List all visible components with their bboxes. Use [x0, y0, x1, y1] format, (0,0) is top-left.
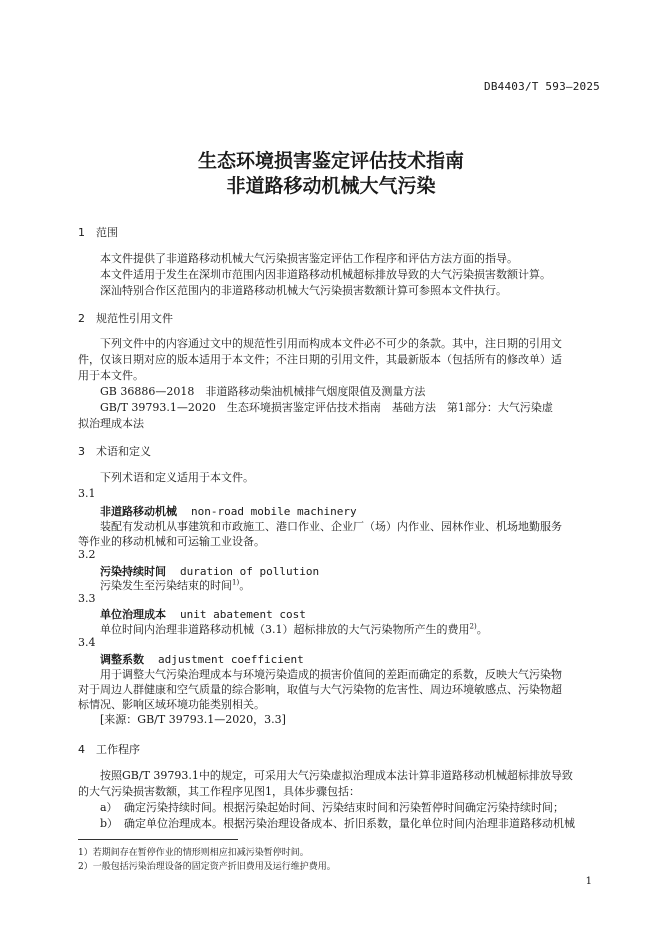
list-label: a） [100, 801, 118, 814]
paragraph: 用于本文件。 [78, 369, 144, 382]
document-title-line-1: 生态环境损害鉴定评估技术指南 [197, 150, 464, 172]
definition-end: 。 [476, 623, 488, 636]
list-text: 确定污染持续时间。根据污染起始时间、污染结束时间和污染暂停时间确定污染持续时间； [124, 801, 564, 814]
term-definition-cont: 等作业的移动机械和可运输工业设备。 [78, 535, 265, 548]
paragraph: 下列文件中的内容通过文中的规范性引用而构成本文件必不可少的条款。其中，注日期的引用文 [100, 337, 562, 350]
term-entry [100, 651, 304, 667]
term-definition: 用于调整大气污染治理成本与环境污染造成的损害价值间的差距而确定的系数，反映大气污染物 [100, 668, 562, 681]
term-definition [100, 577, 250, 593]
term-entry [100, 503, 357, 519]
section-2-heading [78, 310, 173, 326]
definition-text: 污染发生至污染结束的时间 [100, 579, 232, 592]
section-title: 规范性引用文件 [96, 312, 173, 325]
term-definition: 装配有发动机从事建筑和市政施工、港口作业、企业厂（场）内作业、园林作业、机场地勤服务 [100, 520, 562, 533]
list-item [100, 799, 564, 815]
term-number: 3.1 [78, 487, 96, 500]
term-zh: 调整系数 [100, 653, 144, 666]
document-code: DB4403/T 593—2025 [484, 80, 600, 93]
paragraph: 本文件适用于发生在深圳市范围内因非道路移动机械超标排放导致的大气污染损害数额计算。 [100, 268, 551, 281]
footnote-ref[interactable]: 1) [232, 578, 240, 587]
section-title: 工作程序 [96, 743, 140, 756]
section-1-heading [78, 224, 118, 240]
paragraph-cont: 的大气污染损害数额，其工作程序见图1，具体步骤包括： [78, 785, 360, 798]
section-number: 2 [78, 312, 85, 325]
list-item [100, 815, 575, 831]
term-definition-cont: 标情况、影响区域环境功能类别相关。 [78, 698, 265, 711]
paragraph: 按照GB/T 39793.1中的规定，可采用大气污染虚拟治理成本法计算非道路移动机械超标排放导致 [100, 769, 573, 782]
term-definition [100, 621, 488, 637]
term-number: 3.2 [78, 548, 96, 561]
paragraph: 本文件提供了非道路移动机械大气污染损害鉴定评估工作程序和评估方法方面的指导。 [100, 252, 518, 265]
section-number: 4 [78, 743, 85, 756]
section-title: 范围 [96, 226, 118, 239]
footnote-ref[interactable]: 2) [469, 622, 477, 631]
section-3-heading [78, 443, 151, 459]
term-zh: 非道路移动机械 [100, 505, 177, 518]
section-number: 3 [78, 445, 85, 458]
term-en: non-road mobile machinery [191, 505, 357, 518]
normative-reference-2-cont: 拟治理成本法 [78, 417, 144, 430]
term-en: duration of pollution [180, 565, 320, 578]
footnote-separator [78, 839, 238, 840]
normative-reference-1: GB 36886—2018 非道路移动柴油机械排气烟度限值及测量方法 [100, 385, 426, 398]
section-number: 1 [78, 226, 85, 239]
term-en: adjustment coefficient [158, 653, 304, 666]
term-number: 3.3 [78, 592, 96, 605]
term-en: unit abatement cost [180, 608, 306, 621]
term-source: [来源：GB/T 39793.1—2020，3.3] [100, 713, 286, 726]
paragraph: 下列术语和定义适用于本文件。 [100, 471, 254, 484]
term-definition-cont: 对于周边人群健康和空气质量的综合影响，取值与大气污染物的危害性、周边环境敏感点、污染物超 [78, 683, 562, 696]
list-label: b） [100, 817, 119, 830]
paragraph: 深汕特别合作区范围内的非道路移动机械大气污染损害数额计算可参照本文件执行。 [100, 284, 507, 297]
footnote-1: 1）若期间存在暂停作业的情形则相应扣减污染暂停时间。 [78, 848, 309, 858]
section-4-heading [78, 741, 140, 757]
term-entry [100, 606, 306, 622]
term-zh: 污染持续时间 [100, 565, 166, 578]
term-number: 3.4 [78, 636, 96, 649]
paragraph: 件，仅该日期对应的版本适用于本文件；不注日期的引用文件，其最新版本（包括所有的修改单）适 [78, 353, 562, 366]
definition-end: 。 [239, 579, 251, 592]
footnote-2: 2）一般包括污染治理设备的固定资产折旧费用及运行维护费用。 [78, 862, 336, 872]
normative-reference-2: GB/T 39793.1—2020 生态环境损害鉴定评估技术指南 基础方法 第1部分：大气污染虚 [100, 401, 553, 414]
definition-text: 单位时间内治理非道路移动机械（3.1）超标排放的大气污染物所产生的费用 [100, 623, 470, 636]
section-title: 术语和定义 [96, 445, 151, 458]
document-title-line-2: 非道路移动机械大气污染 [226, 175, 436, 197]
page-number: 1 [585, 876, 592, 887]
list-text: 确定单位治理成本。根据污染治理设备成本、折旧系数，量化单位时间内治理非道路移动机械 [124, 817, 575, 830]
term-zh: 单位治理成本 [100, 608, 166, 621]
